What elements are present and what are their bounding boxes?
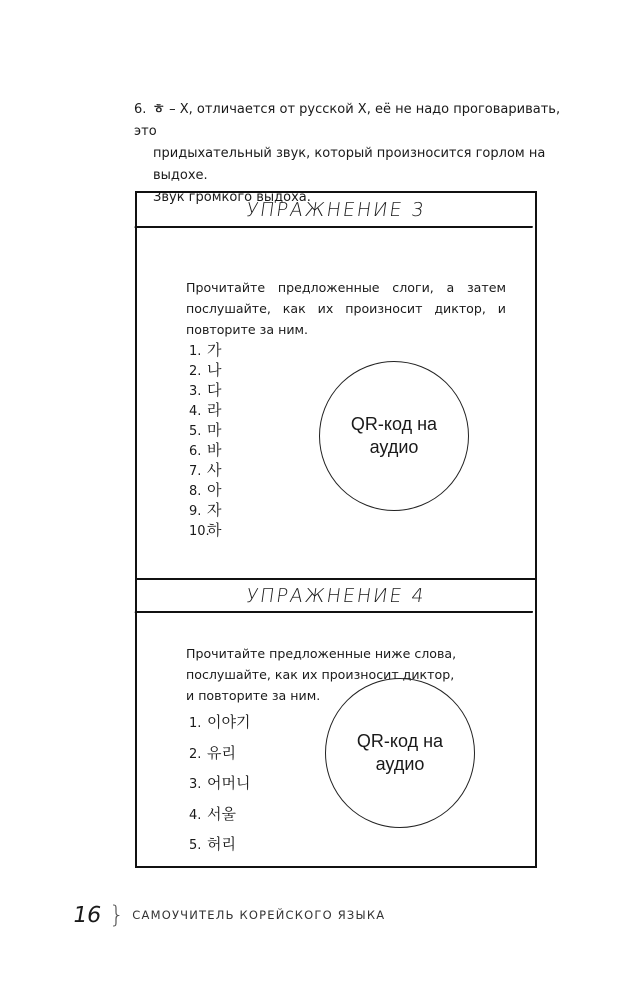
qr-label-line-2: аудио — [369, 437, 419, 457]
intro-line-3: Звук громкого выдоха. — [153, 190, 311, 205]
list-item — [189, 481, 222, 501]
list-item — [189, 830, 250, 861]
instruction-line-2: послушайте, как их произносит диктор, — [186, 667, 455, 682]
item-korean: 허리 — [207, 835, 236, 854]
list-item — [189, 521, 222, 541]
item-korean: 어머니 — [207, 774, 251, 793]
item-korean: 유리 — [207, 743, 236, 762]
item-korean: 라 — [207, 401, 222, 419]
exercise-4-word-list — [189, 708, 250, 861]
item-korean: 아 — [207, 481, 222, 499]
item-korean: 이야기 — [207, 713, 251, 731]
intro-line-2: придыхательный звук, который произносится горлом на выдохе. — [153, 146, 546, 183]
list-item — [189, 401, 222, 421]
item-number: 9. — [189, 504, 202, 519]
intro-line-1 — [134, 99, 584, 143]
list-item — [189, 708, 250, 739]
item-korean: 바 — [207, 441, 222, 459]
item-korean: 서울 — [207, 804, 236, 823]
brace-divider-icon: } — [109, 901, 125, 929]
list-item — [189, 501, 222, 521]
book-title: САМОУЧИТЕЛЬ КОРЕЙСКОГО ЯЗЫКА — [132, 908, 386, 922]
list-item — [189, 800, 250, 831]
intro-number: 6. — [134, 102, 147, 117]
exercise-3-instruction: Прочитайте предложенные слоги, а затем послушайте, как их произносит диктор, и повторите за ним. — [186, 280, 506, 337]
item-number: 5. — [189, 838, 202, 854]
exercise-3-title: УПРАЖНЕНИЕ 3 — [135, 193, 538, 228]
exercise-3-syllable-list — [189, 341, 222, 541]
intro-jamo: ㅎ — [152, 102, 165, 117]
page-number: 16 — [70, 902, 104, 928]
item-korean: 나 — [207, 361, 222, 379]
exercise-3-qr-placeholder[interactable] — [319, 361, 469, 511]
qr-label — [357, 730, 443, 776]
item-number: 10. — [189, 524, 210, 539]
qr-label-line-2: аудио — [375, 754, 425, 774]
list-item — [189, 381, 222, 401]
instruction-line-1: Прочитайте предложенные ниже слова, — [186, 646, 457, 661]
list-item — [189, 341, 222, 361]
item-number: 1. — [189, 716, 202, 731]
list-item — [189, 421, 222, 441]
item-number: 6. — [189, 444, 202, 459]
item-number: 1. — [189, 344, 202, 359]
intro-line-1-text: – Х, отличается от русской Х, её не надо проговаривать, это — [134, 102, 561, 139]
item-number: 3. — [189, 777, 202, 793]
list-item — [189, 461, 222, 481]
exercise-3-box — [135, 191, 537, 580]
item-number: 5. — [189, 424, 202, 439]
item-number: 8. — [189, 484, 202, 499]
list-item — [189, 739, 250, 770]
item-number: 2. — [189, 364, 202, 379]
list-item — [189, 769, 250, 800]
exercise-4-title: УПРАЖНЕНИЕ 4 — [135, 580, 538, 613]
page-footer — [70, 898, 386, 932]
qr-label-line-1: QR-код на — [356, 731, 444, 751]
item-korean: 다 — [207, 381, 222, 399]
instruction-line-3: и повторите за ним. — [186, 688, 321, 703]
item-korean: 마 — [207, 421, 222, 439]
item-korean: 자 — [207, 501, 222, 519]
list-item — [189, 361, 222, 381]
item-number: 4. — [189, 404, 202, 419]
item-korean: 하 — [207, 521, 222, 539]
list-item — [189, 441, 222, 461]
item-korean: 사 — [207, 461, 222, 479]
exercise-4-qr-placeholder[interactable] — [325, 678, 475, 828]
exercise-4-box — [135, 578, 537, 868]
item-number: 3. — [189, 384, 202, 399]
qr-label-line-1: QR-код на — [350, 414, 438, 434]
qr-label — [351, 413, 437, 459]
item-number: 2. — [189, 746, 202, 762]
item-number: 7. — [189, 464, 202, 479]
item-number: 4. — [189, 807, 202, 823]
item-korean: 가 — [207, 341, 222, 359]
